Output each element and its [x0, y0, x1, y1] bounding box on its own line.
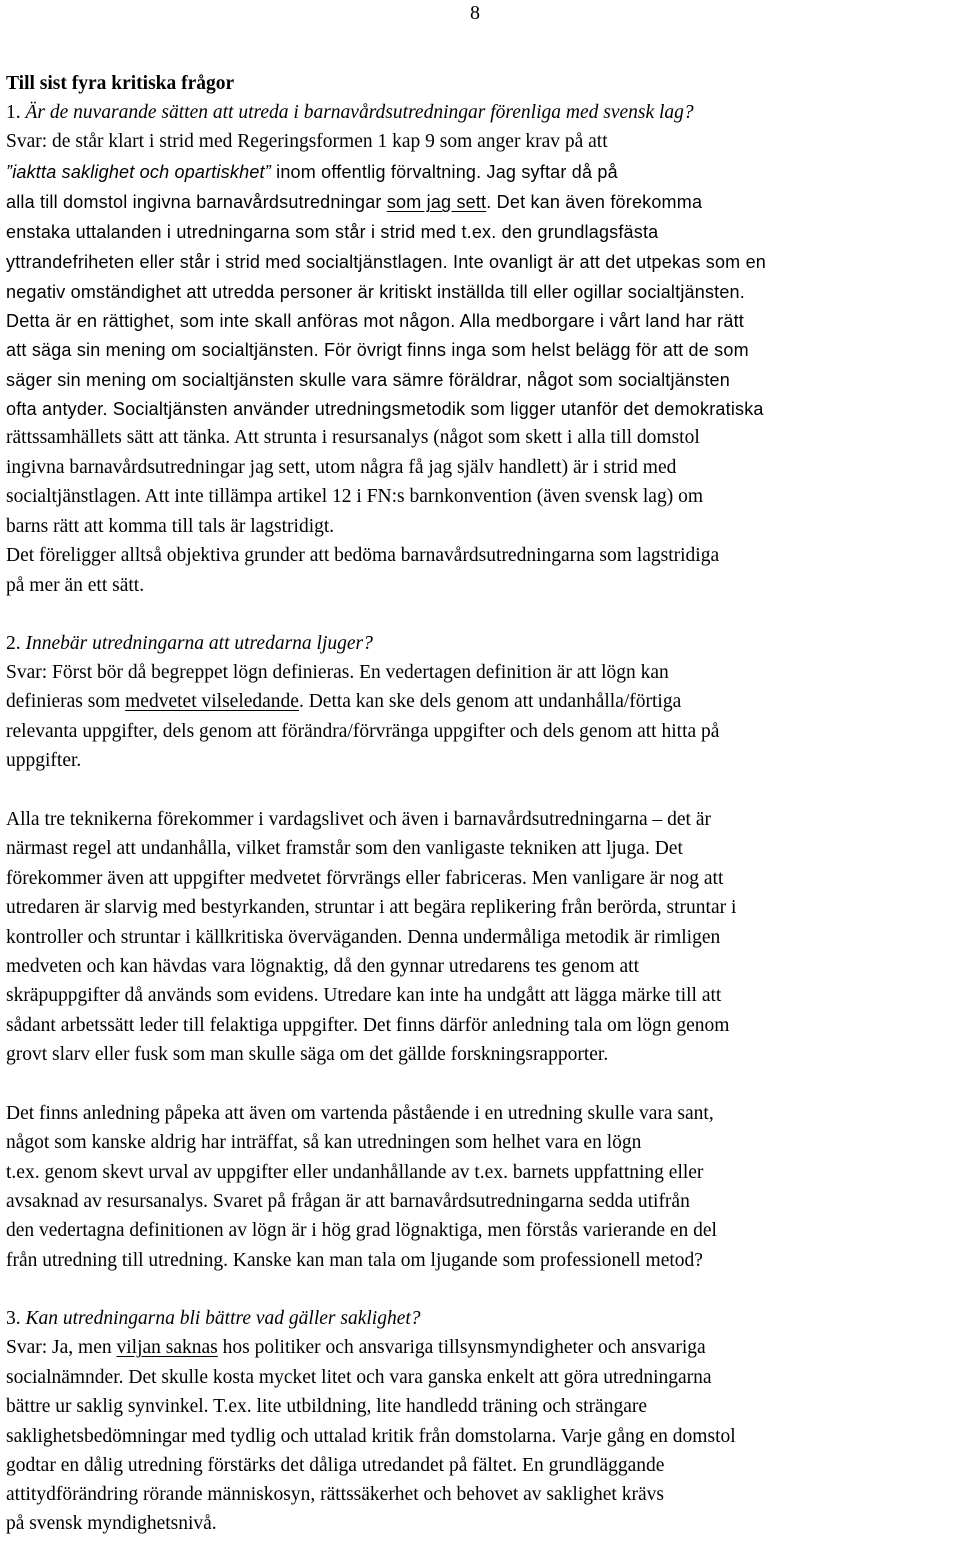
page-number: 8	[470, 2, 480, 24]
answer-2-line: Svar: Först bör då begreppet lögn definieras. En vedertagen definition är att lögn kan	[6, 662, 669, 683]
paragraph-line: Det finns anledning påpeka att även om vartenda påstående i en utredning skulle vara sant,	[6, 1103, 714, 1124]
answer-1-line: negativ omständighet att utredda personer är kritiskt inställda till eller ogillar socialtjänsten.	[6, 282, 745, 302]
section-heading: Till sist fyra kritiska frågor	[6, 73, 235, 94]
answer-1-line: ofta antyder. Socialtjänsten använder utredningsmetodik som ligger utanför det demokratiska	[6, 399, 764, 419]
answer-3-line: godtar en dålig utredning förstärks det dåliga utredandet på fältet. En grundläggande	[6, 1455, 665, 1476]
answer-1-line: rättssamhällets sätt att tänka. Att strunta i resursanalys (något som skett i alla till domstol	[6, 427, 700, 448]
answer-3-line: på svensk myndighetsnivå.	[6, 1513, 217, 1534]
answer-3-line: attitydförändring rörande människosyn, rättssäkerhet och behovet av saklighet krävs	[6, 1484, 664, 1505]
answer-1-line: ”iaktta saklighet och opartiskhet” inom offentlig förvaltning. Jag syftar då på	[6, 162, 618, 182]
paragraph-line: något som kanske aldrig har inträffat, så kan utredningen som helhet vara en lögn	[6, 1132, 642, 1153]
paragraph-line: medveten och kan hävdas vara lögnaktig, då den gynnar utredarens tes genom att	[6, 956, 639, 977]
answer-1-line: på mer än ett sätt.	[6, 575, 145, 596]
question-2-text: Innebär utredningarna att utredarna ljuger?	[25, 633, 373, 654]
underlined-phrase: viljan saknas	[116, 1337, 218, 1358]
paragraph-line: förekommer även att uppgifter medvetet förvrängs eller fabriceras. Men vanligare är nog att	[6, 868, 724, 889]
answer-1-line: Det föreligger alltså objektiva grunder att bedöma barnavårdsutredningarna som lagstridiga	[6, 545, 720, 566]
paragraph-line: kontroller och struntar i källkritiska överväganden. Denna undermåliga metodik är rimligen	[6, 927, 721, 948]
answer-1-line: Detta är en rättighet, som inte skall anföras mot någon. Alla medborgare i vårt land har rätt	[6, 311, 744, 331]
answer-1-line: socialtjänstlagen. Att inte tillämpa artikel 12 i FN:s barnkonvention (även svensk lag) om	[6, 486, 703, 507]
answer-3-line: socialnämnder. Det skulle kosta mycket litet och vara ganska enkelt att göra utredningarna	[6, 1367, 712, 1388]
answer-2-line: uppgifter.	[6, 750, 82, 771]
paragraph-line: Alla tre teknikerna förekommer i vardagslivet och även i barnavårdsutredningarna – det är	[6, 809, 711, 830]
answer-1-line: enstaka uttalanden i utredningarna som står i strid med t.ex. den grundlagsfästa	[6, 222, 659, 242]
answer-1-line: Svar: de står klart i strid med Regeringsformen 1 kap 9 som anger krav på att	[6, 131, 608, 152]
paragraph-line: avsaknad av resursanalys. Svaret på frågan är att barnavårdsutredningarna sedda utifrån	[6, 1191, 690, 1212]
paragraph-line: närmast regel att undanhålla, vilket framstår som den vanligaste tekniken att ljuga. Det	[6, 838, 683, 859]
paragraph-line: t.ex. genom skevt urval av uppgifter eller undanhållande av t.ex. barnets uppfattning eller	[6, 1162, 704, 1183]
answer-3-line: saklighetsbedömningar med tydlig och uttalad kritik från domstolarna. Varje gång en domstol	[6, 1426, 736, 1447]
paragraph-line: den vedertagna definitionen av lögn är i hög grad lögnaktiga, men förstås varierande en del	[6, 1220, 717, 1241]
paragraph-line: skräpuppgifter då används som evidens. Utredare kan inte ha undgått att lägga märke till att	[6, 985, 722, 1006]
underlined-phrase: som jag sett	[386, 192, 487, 212]
paragraph-line: sådant arbetssätt leder till felaktiga uppgifter. Det finns därför anledning tala om lögn genom	[6, 1015, 730, 1036]
answer-1-line: ingivna barnavårdsutredningar jag sett, utom några få jag själv handlett) är i strid med	[6, 457, 677, 478]
answer-1-line: säger sin mening om socialtjänsten skulle vara sämre föräldrar, något som socialtjänsten	[6, 370, 730, 390]
question-3: 3. Kan utredningarna bli bättre vad gäller saklighet?	[6, 1308, 421, 1329]
answer-3-line: bättre ur saklig synvinkel. T.ex. lite utbildning, lite handledd träning och strängare	[6, 1396, 647, 1417]
question-1: 1. Är de nuvarande sätten att utreda i barnavårdsutredningar förenliga med svensk lag?	[6, 102, 694, 123]
paragraph-line: grovt slarv eller fusk som man skulle säga om det gällde forskningsrapporter.	[6, 1044, 609, 1065]
answer-1-line: alla till domstol ingivna barnavårdsutredningar som jag sett. Det kan även förekomma	[6, 192, 703, 212]
question-2: 2. Innebär utredningarna att utredarna ljuger?	[6, 633, 373, 654]
underlined-phrase: medvetet vilseledande	[125, 691, 299, 712]
paragraph-line: från utredning till utredning. Kanske kan man tala om ljugande som professionell metod?	[6, 1250, 703, 1271]
answer-1-line: yttrandefriheten eller står i strid med socialtjänstlagen. Inte ovanligt är att det utpekas som en	[6, 252, 766, 272]
question-1-text: Är de nuvarande sätten att utreda i barnavårdsutredningar förenliga med svensk lag?	[25, 102, 694, 123]
answer-2-line: relevanta uppgifter, dels genom att förändra/förvränga uppgifter och dels genom att hitta på	[6, 721, 720, 742]
quote: ”iaktta saklighet och opartiskhet”	[6, 162, 271, 182]
answer-1-line: att säga sin mening om socialtjänsten. För övrigt finns inga som helst belägg för att de som	[6, 340, 749, 360]
answer-3-line: Svar: Ja, men viljan saknas hos politiker och ansvariga tillsynsmyndigheter och ansvariga	[6, 1337, 706, 1358]
question-3-text: Kan utredningarna bli bättre vad gäller saklighet?	[25, 1308, 421, 1329]
answer-1-line: barns rätt att komma till tals är lagstridigt.	[6, 516, 335, 537]
paragraph-line: utredaren är slarvig med bestyrkanden, struntar i att begära replikering från berörda, struntar i	[6, 897, 737, 918]
answer-2-line: definieras som medvetet vilseledande. Detta kan ske dels genom att undanhålla/förtiga	[6, 691, 682, 712]
